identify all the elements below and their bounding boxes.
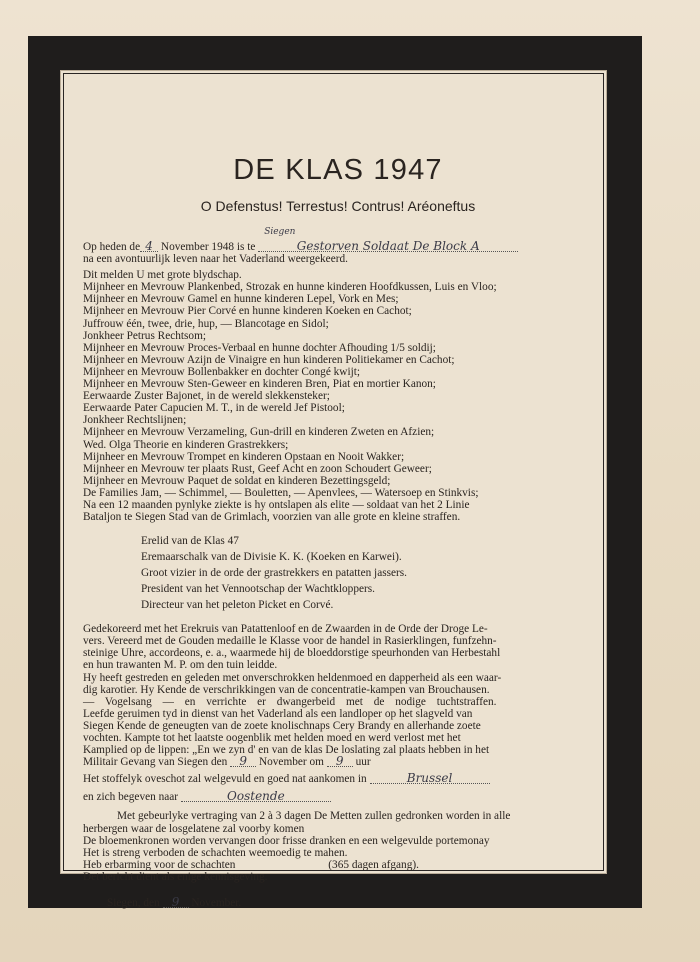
paragraph-line: Kamplied op de lippen: „En we zyn d' en van de klas De loslating zal plaats hebben in het [83, 744, 490, 757]
funeral-arrival-handwritten: Brussel [406, 771, 453, 786]
closing-line: Het is streng verboden de schachten weemoedig te mahen. [83, 846, 348, 859]
spacer [83, 803, 593, 810]
signoff-prefix: Siegen, den [107, 897, 160, 910]
family-line: Eerwaarde Pater Capucien M. T., in de wereld Jef Pistool; [83, 402, 345, 415]
family-line: Mijnheer en Mevrouw ter plaats Rust, Geef Acht en zoon Schoudert Geweer; [83, 462, 432, 475]
paragraph-line: Leefde geruimen tyd in dienst van het Vaderland als een landloper op het slagveld van [83, 707, 473, 720]
family-line: Mijnheer en Mevrouw Paquet de soldat en kinderen Bezettingsgeld; [83, 474, 391, 487]
family-line: Mijnheer en Mevrouw Proces-Verbaal en hunne dochter Afhouding 1/5 soldij; [83, 341, 436, 354]
funeral-line3-prefix: en zich begeven naar [83, 791, 179, 804]
mourning-border [28, 36, 642, 908]
intro-line-2: na een avontuurlijk leven naar het Vaderland weergekeerd. [83, 253, 348, 266]
family-line: Bataljon te Siegen Stad van de Grimlach, voorzien van alle grote en kleine straffen. [83, 511, 461, 524]
family-line: Mijnheer en Mevrouw Verzameling, Gun-drill en kinderen Zweten en Afzien; [83, 426, 435, 439]
family-line: Mijnheer en Mevrouw Pier Corvé en hunne kinderen Koeken en Cachot; [83, 305, 412, 318]
funeral-hour-handwritten: 9 [335, 754, 344, 769]
intro-place-field [258, 227, 518, 253]
paragraph-line: Hy heeft gestreden en geleden met onverschrokken heldenmoed en dapperheid als een waar- [83, 671, 502, 684]
honor-line: Eremaarschalk van de Divisie K. K. (Koeken en Karwei). [141, 551, 402, 564]
closing-line: herbergen waar de losgelatene zal voorby komen [83, 822, 305, 835]
funeral-line-1 [83, 756, 593, 768]
family-line: De Families Jam, — Schimmel, — Bouletten, — Apenvlees, — Watersoep en Stinkvis; [83, 486, 479, 499]
honor-line: President van het Vennootschap der Wachtkloppers. [141, 583, 375, 596]
family-line: Mijnheer en Mevrouw Trompet en kinderen Opstaan en Nooit Wakker; [83, 450, 405, 463]
closing-line: De bloemenkronen worden vervangen door frisse dranken en een welgevulde portemonay [83, 834, 490, 847]
funeral-line-3 [83, 791, 593, 803]
notice-body [83, 227, 593, 909]
funeral-destination-handwritten: Oostende [227, 789, 285, 804]
honor-line: Groot vizier in de orde der grastrekkers en patatten jassers. [141, 567, 408, 580]
intro-place-handwritten: Gestorven Soldaat De Block A [296, 239, 480, 253]
page-title: DE KLAS 1947 [233, 154, 443, 186]
funeral-day-handwritten: 9 [239, 754, 247, 769]
family-line: Mijnheer en Mevrouw Gamel en hunne kinderen Lepel, Vork en Mes; [83, 293, 399, 306]
funeral-line2-prefix: Het stoffelyk oveschot zal welgevuld en goed nat aankomen in [83, 773, 367, 786]
intro-day-field [140, 241, 158, 252]
paragraph-line: en hun trawanten M. P. om den tuin leidde. [83, 659, 278, 672]
family-line: Dit melden U met grote blydschap. [83, 269, 242, 282]
honor-line: Erelid van de Klas 47 [141, 535, 239, 548]
family-line: Na een 12 maanden pynlyke ziekte is hy ontslapen als elite — soldaat van het 2 Linie [83, 498, 470, 511]
family-line: Mijnheer en Mevrouw Azijn de Vinaigre en hun kinderen Politiekamer en Cachot; [83, 353, 455, 366]
paragraph-line: dig karotier. Hy Kende de verschrikkingen van de concentratie-kampen van Brouchausen. [83, 683, 490, 696]
erbarming-line [83, 859, 593, 871]
paragraph-line: Siegen Kende de geneugten van de zoete knolischnaps Cery Brandy en allerhande zoete [83, 719, 481, 732]
paragraph-line: steinige Uhre, accordeons, e. a., waarmede hij de bloeddorstige speurhonden van Herbestahl [83, 647, 501, 660]
erbarming-note: (365 dagen afgang). [328, 858, 419, 871]
erbarming-text: Heb erbarming voor de schachten [83, 858, 236, 871]
honor-line: Directeur van het peleton Picket en Corvé. [141, 599, 334, 612]
spacer [83, 613, 593, 623]
family-line: Mijnheer en Mevrouw Bollenbakker en dochter Congé kwijt; [83, 365, 361, 378]
intro-line [83, 227, 593, 253]
intro-prefix: Op heden de [83, 241, 141, 253]
family-line: Wed. Olga Theorie en kinderen Grastrekkers; [83, 438, 289, 451]
paragraph-line: — Vogelsang — en verrichte er dwangerbeid met de nodige tuchtstraffen. [83, 695, 497, 708]
funeral-arrival-field [370, 773, 490, 784]
notice-panel [60, 70, 607, 910]
paragraph-line: vers. Vereerd met de Gouden medaille le Klasse voor de handel in Rasierklingen, funfzehn- [83, 635, 497, 648]
funeral-destination-field [181, 791, 331, 802]
family-line: Eerwaarde Zuster Bajonet, in de wereld slekkensteker; [83, 390, 330, 403]
funeral-prefix: Militair Gevang van Siegen den [83, 756, 228, 769]
spacer [83, 523, 593, 533]
funeral-suffix: uur [355, 756, 371, 769]
intro-date-rest: November 1948 is te [160, 241, 256, 253]
funeral-hour-field [327, 756, 353, 767]
signoff-day-field [163, 897, 189, 908]
funeral-mid: November om [258, 756, 324, 769]
funeral-line-2 [83, 773, 593, 785]
family-line: Jonkheer Rechtslijnen; [83, 414, 187, 427]
notice-line: Det bericht dient als enige kennisgeving. [83, 870, 268, 883]
family-line: Mijnheer en Mevrouw Sten-Geweer en kinderen Bren, Piat en mortier Kanon; [83, 378, 436, 391]
signoff-line [83, 897, 593, 909]
paragraph-line: Gedekoreerd met het Erekruis van Patattenloof en de Zwaarden in de Orde der Droge Le- [83, 623, 488, 636]
family-line: Jonkheer Petrus Rechtsom; [83, 329, 206, 342]
signoff-day-handwritten: 9 [171, 895, 180, 910]
funeral-day-field [230, 756, 256, 767]
subtitle: O Defenstus! Terrestus! Contrus! Aréoneftus [200, 198, 476, 214]
intro-place-note: Siegen [264, 227, 296, 237]
family-line: Juffrouw één, twee, drie, hup, — Blancotage en Sidol; [83, 317, 329, 330]
family-line: Mijnheer en Mevrouw Plankenbed, Strozak en hunne kinderen Hoofdkussen, Luis en Vloo; [83, 281, 497, 294]
paragraph-line: vochten. Kampte tot het laatste oogenblik met helden moed en werd verlost met het [83, 732, 461, 744]
signoff-suffix: November. [191, 897, 242, 910]
closing-line: Met gebeurlyke vertraging van 2 à 3 dagen De Metten zullen gedronken worden in alle [117, 810, 511, 823]
intro-day-handwritten: 4 [145, 239, 153, 253]
